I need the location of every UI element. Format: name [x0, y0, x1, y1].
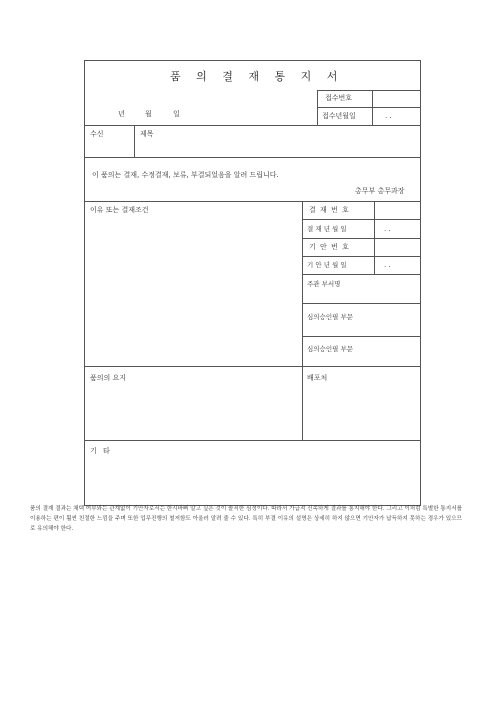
recipient-divider [134, 125, 135, 158]
row-line-6 [302, 336, 421, 337]
row-line-5 [302, 303, 421, 304]
middle-block [84, 201, 421, 367]
subject-label: 제목 [140, 130, 154, 138]
reason-label: 이유 또는 결재조건 [90, 206, 149, 214]
row-line-1 [302, 219, 421, 220]
sender-text: 총무부 총무과장 [355, 187, 405, 195]
footnote: 품의 결재 결과는 채택 여부와는 관계없이 기안자로서는 한시바삐 알고 싶은 것이 솔직한 심정이다. 따라서 가급적 신속하게 결과를 통지해야 한다. 그리고 이처럼 특별한 통지서를 이용하는 편이 훨씬 친절한 느낌을 주며 또한 업무진행의 철저함도 아울러 알려 줄 수 있다. 특히 부결 이유의 설명은 상세히 하지 않으면 기안자가 납득하지 못하는 경우가 있으므로 유의해야 한다. [30, 506, 462, 532]
value-divider [374, 201, 375, 275]
draft-date-value: . . [384, 261, 391, 269]
date-year-label: 년 [118, 110, 125, 118]
council2-label: 심의승인필 부문 [307, 345, 354, 353]
receipt-date-value: . . [385, 112, 392, 120]
council1-label: 심의승인필 부문 [307, 313, 354, 321]
row-line-2 [302, 238, 421, 239]
row-line-3 [302, 256, 421, 257]
row-line-4 [302, 274, 421, 275]
distribution-label: 배포처 [307, 374, 328, 382]
form-title: 품 의 결 재 통 지 서 [170, 70, 344, 83]
recipient-label: 수신 [90, 130, 104, 138]
etc-label: 기 타 [90, 447, 112, 455]
summary-row [84, 366, 421, 441]
draft-date-label: 기 안 년 월 일 [307, 261, 347, 269]
summary-label: 품의의 요지 [90, 374, 127, 382]
receipt-date-label: 접수년월일 [322, 112, 356, 120]
draft-no-label: 기 안 번 호 [309, 243, 350, 251]
receipt-no-value-cell[interactable] [372, 90, 421, 108]
date-day-label: 일 [173, 110, 180, 118]
approval-no-label: 결 재 번 호 [309, 206, 350, 214]
receipt-no-label: 접수번호 [325, 94, 353, 102]
approval-date-value: . . [384, 225, 391, 233]
approval-date-label: 결 재 년 월 일 [307, 225, 347, 233]
date-month-label: 월 [145, 110, 152, 118]
dept-label: 주관 부서명 [307, 280, 341, 288]
notice-text: 이 품의는 결재, 수정결재, 보류, 부결되었음을 알려 드립니다. [92, 171, 279, 179]
receipt-date-value-cell[interactable] [372, 107, 421, 126]
